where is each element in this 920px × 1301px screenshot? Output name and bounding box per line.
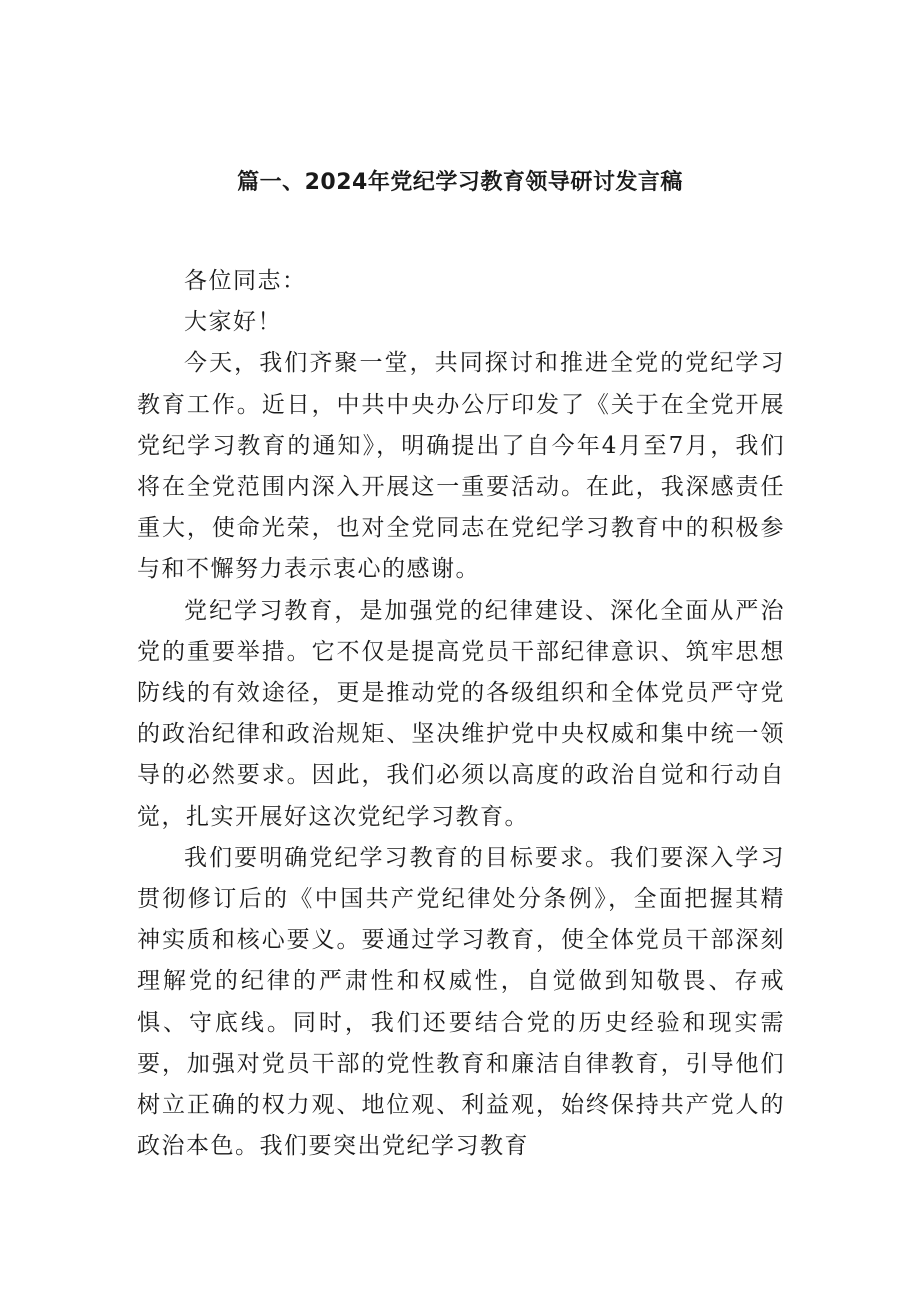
document-body — [137, 261, 785, 1167]
greeting-paragraph: 大家好！ — [184, 309, 282, 336]
body-paragraph: 党纪学习教育，是加强党的纪律建设、深化全面从严治党的重要举措。它不仅是提高党员干部纪律意识、筑牢思想防线的有效途径，更是推动党的各级组织和全体党员严守党的政治纪律和政治规矩、坚决维护党中央权威和集中统一领导的必然要求。因此，我们必须以高度的政治自觉和行动自觉，扎实开展好这次党纪学习教育。 — [137, 597, 785, 830]
salutation-paragraph: 各位同志： — [184, 268, 307, 294]
body-paragraph: 今天，我们齐聚一堂，共同探讨和推进全党的党纪学习教育工作。近日，中共中央办公厅印发了《关于在全党开展党纪学习教育的通知》，明确提出了自今年4月至7月，我们将在全党范围内深入开展这一重要活动。在此，我深感责任重大，使命光荣，也对全党同志在党纪学习教育中的积极参与和不懈努力表示衷心的感谢。 — [137, 350, 785, 583]
document-title: 篇一、2024年党纪学习教育领导研讨发言稿 — [237, 170, 683, 195]
body-paragraph: 我们要明确党纪学习教育的目标要求。我们要深入学习贯彻修订后的《中国共产党纪律处分条例》，全面把握其精神实质和核心要义。要通过学习教育，使全体党员干部深刻理解党的纪律的严肃性和权威性，自觉做到知敬畏、存戒惧、守底线。同时，我们还要结合党的历史经验和现实需要，加强对党员干部的党性教育和廉洁自律教育，引导他们树立正确的权力观、地位观、利益观，始终保持共产党人的政治本色。我们要突出党纪学习教育 — [137, 844, 785, 1160]
